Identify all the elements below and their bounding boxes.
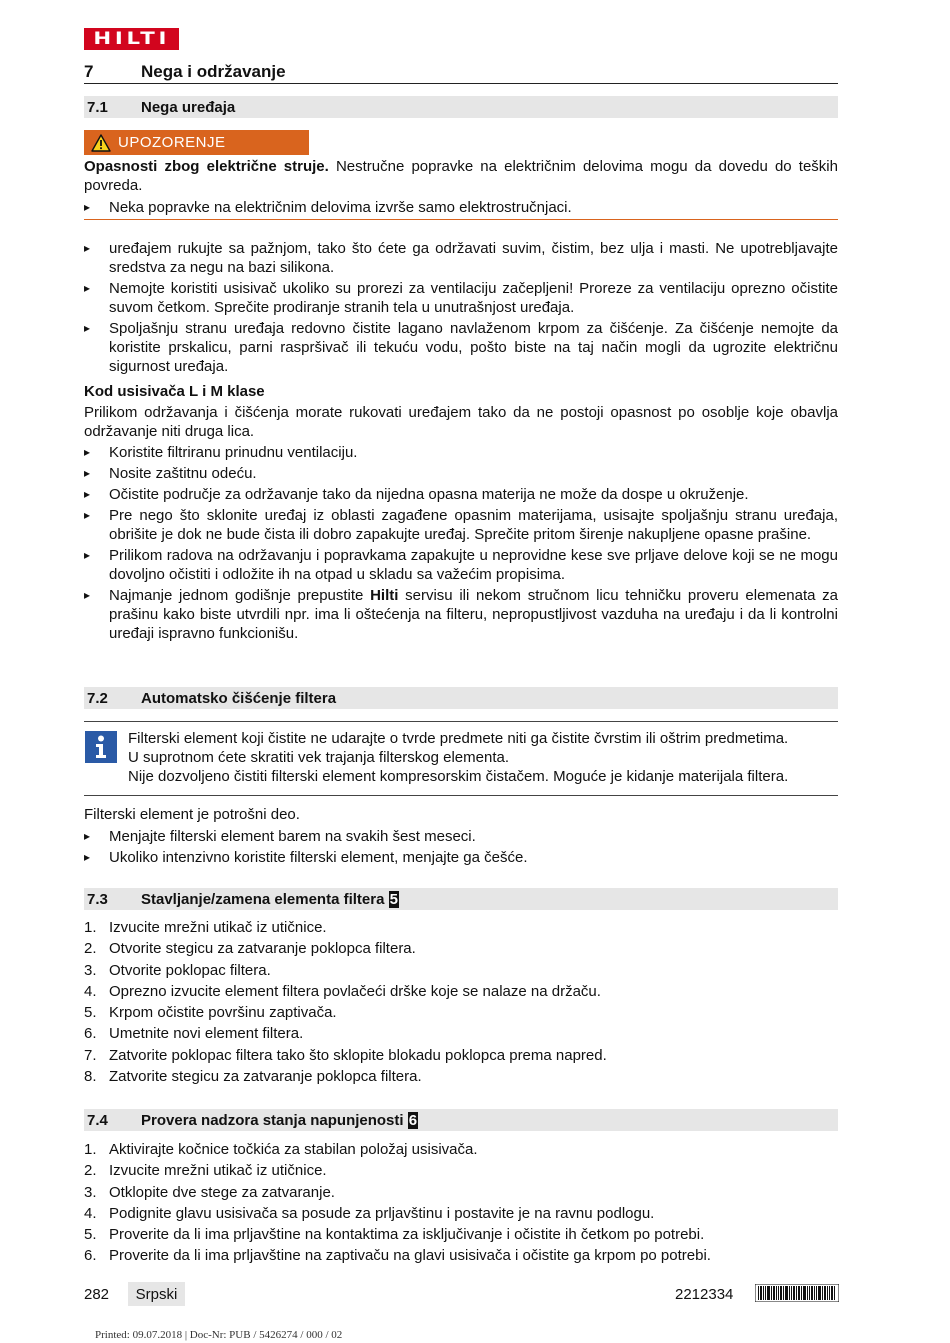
- figure-ref: 6: [408, 1112, 418, 1129]
- step-item: 1. Izvucite mrežni utikač iz utičnice.: [84, 919, 327, 936]
- list-item: ▸ Najmanje jednom godišnje prepustite Hilti servisu ili nekom stručnom licu tehničku proveru elemenata za prašinu kako biste utvrdili npr. ima li oštećenja na filteru, nepropustljivost vazduha na uređaju i da li kontrolni uređaji ispravno funkcionišu.: [84, 586, 838, 643]
- step-item: 4. Oprezno izvucite element filtera povlačeći drške koje se nalaze na držaču.: [84, 982, 601, 1000]
- info-note: Filterski element koji čistite ne udarajte o tvrde predmete niti ga čistite čvrstim ili oštrim predmetima. U suprotnom ćete skratiti vek trajanja filterskog elementa. Nije dozvoljeno čistiti filterski element kompresorskim čistačem. Moguće je kidanje materijala filtera.: [128, 730, 789, 785]
- hilti-logo: HILTI: [84, 28, 179, 50]
- section-7-1-body: [84, 239, 838, 645]
- section-7-2-heading: 7.2 Automatsko čišćenje filtera: [84, 687, 838, 709]
- warning-text: Nestručne popravke na električnim delovima mogu da dovedu do teških povreda.: [84, 158, 838, 194]
- section-7-2-body: [84, 805, 838, 869]
- list-item: ▸ Nemojte koristiti usisivač ukoliko su prorezi za ventilaciju začepljeni! Proreze za ventilaciju oprezno očistite suvom četkom. Sprečite prodiranje stranih tela u unutrašnjost uređaja.: [84, 279, 838, 317]
- list-item: ▸ Pre nego što sklonite uređaj iz oblasti zagađene opasnim materijama, usisajte spoljašnju stranu uređaja, obrišite je dok ne bude čista ili dobro zapakujte uređaj. Sprečite pritom širenje nakupljene opasne prašine.: [84, 506, 838, 544]
- warning-icon: [84, 134, 118, 152]
- list-item: ▸ Menjajte filterski element barem na svakih šest meseci.: [84, 827, 838, 846]
- section-7-4-heading: 7.4 Provera nadzora stanja napunjenosti 6: [84, 1109, 838, 1131]
- barcode: [755, 1284, 839, 1302]
- info-rule-top: [84, 721, 838, 722]
- print-info: Printed: 09.07.2018 | Doc-Nr: PUB / 5426274 / 000 / 02: [95, 1329, 343, 1341]
- step-item: 1. Aktivirajte kočnice točkića za stabilan položaj usisivača.: [84, 1141, 478, 1158]
- warning-rule: [84, 219, 838, 220]
- step-item: 2. Izvucite mrežni utikač iz utičnice.: [84, 1162, 327, 1180]
- step-item: 3. Otvorite poklopac filtera.: [84, 961, 271, 979]
- list-item: ▸ Očistite područje za održavanje tako da nijedna opasna materija ne može da dospe u okruženje.: [84, 485, 838, 504]
- list-item: ▸ Nosite zaštitnu odeću.: [84, 464, 838, 483]
- page-number: 282: [84, 1286, 110, 1303]
- list-item: ▸ Koristite filtriranu prinudnu ventilaciju.: [84, 443, 838, 462]
- step-item: 7. Zatvorite poklopac filtera tako što sklopite blokadu poklopca prema napred.: [84, 1046, 607, 1064]
- step-item: 5. Proverite da li ima prljavštine na kontaktima za isključivanje i očistite ih četkom po potrebi.: [84, 1226, 705, 1244]
- warning-bullet: ▸ Neka popravke na električnim delovima izvrše samo elektrostručnjaci.: [84, 198, 838, 217]
- warning-body: [84, 157, 838, 219]
- info-icon: [85, 731, 117, 763]
- warning-lead: Opasnosti zbog električne struje.: [84, 158, 329, 175]
- section-7-3-heading: 7.3 Stavljanje/zamena elementa filtera 5: [84, 888, 838, 910]
- lm-intro: Prilikom održavanja i čišćenja morate rukovati uređajem tako da ne postoji opasnost po osoblje koje obavlja održavanje niti druga lica.: [84, 404, 838, 440]
- chapter-title: Nega i održavanje: [141, 62, 286, 81]
- warning-label: UPOZORENJE: [84, 130, 309, 155]
- list-item: ▸ Spoljašnju stranu uređaja redovno čistite lagano navlaženom krpom za čišćenje. Za čišćenje nemojte da koristite prskalicu, parni raspršivač ili tekuću vodu, pošto biste na taj način mogli da ugrozite električnu sigurnost uređaja.: [84, 319, 838, 376]
- lm-heading: Kod usisivača L i M klase: [84, 383, 265, 400]
- step-item: 5. Krpom očistite površinu zaptivača.: [84, 1004, 337, 1022]
- list-item: ▸ uređajem rukujte sa pažnjom, tako što ćete ga održavati suvim, čistim, bez ulja i masti. Ne upotrebljavajte sredstva za negu na bazi silikona.: [84, 239, 838, 277]
- step-item: 6. Proverite da li ima prljavštine na zaptivaču na glavi usisivača i očistite ga krpom po potrebi.: [84, 1247, 711, 1265]
- list-item: ▸ Prilikom radova na održavanju i popravkama zapakujte u neprovidne kese sve prljave delove koji se ne mogu dovoljno očistiti i odložite ih na otpad u skladu sa važećim propisima.: [84, 546, 838, 584]
- filter-intro: Filterski element je potrošni deo.: [84, 806, 300, 823]
- step-item: 4. Podignite glavu usisivača sa posude za prljavštinu i postavite je na ravnu podlogu.: [84, 1204, 655, 1222]
- step-item: 3. Otklopite dve stege za zatvaranje.: [84, 1183, 335, 1201]
- step-item: 2. Otvorite stegicu za zatvaranje poklopca filtera.: [84, 940, 416, 958]
- step-item: 8. Zatvorite stegicu za zatvaranje poklopca filtera.: [84, 1068, 422, 1086]
- language-tab: Srpski: [128, 1282, 185, 1306]
- list-item: ▸ Ukoliko intenzivno koristite filterski element, menjajte ga češće.: [84, 848, 838, 867]
- figure-ref: 5: [389, 891, 398, 908]
- step-item: 6. Umetnite novi element filtera.: [84, 1025, 304, 1043]
- section-7-4-steps: [84, 1140, 838, 1268]
- section-7-3-steps: [84, 918, 838, 1088]
- chapter-number: 7: [84, 62, 94, 81]
- document-number: 2212334: [675, 1286, 734, 1303]
- info-rule-bottom: [84, 795, 838, 796]
- chapter-heading: [84, 60, 838, 84]
- section-7-1-heading: 7.1 Nega uređaja: [84, 96, 838, 118]
- brand-name: Hilti: [370, 587, 399, 604]
